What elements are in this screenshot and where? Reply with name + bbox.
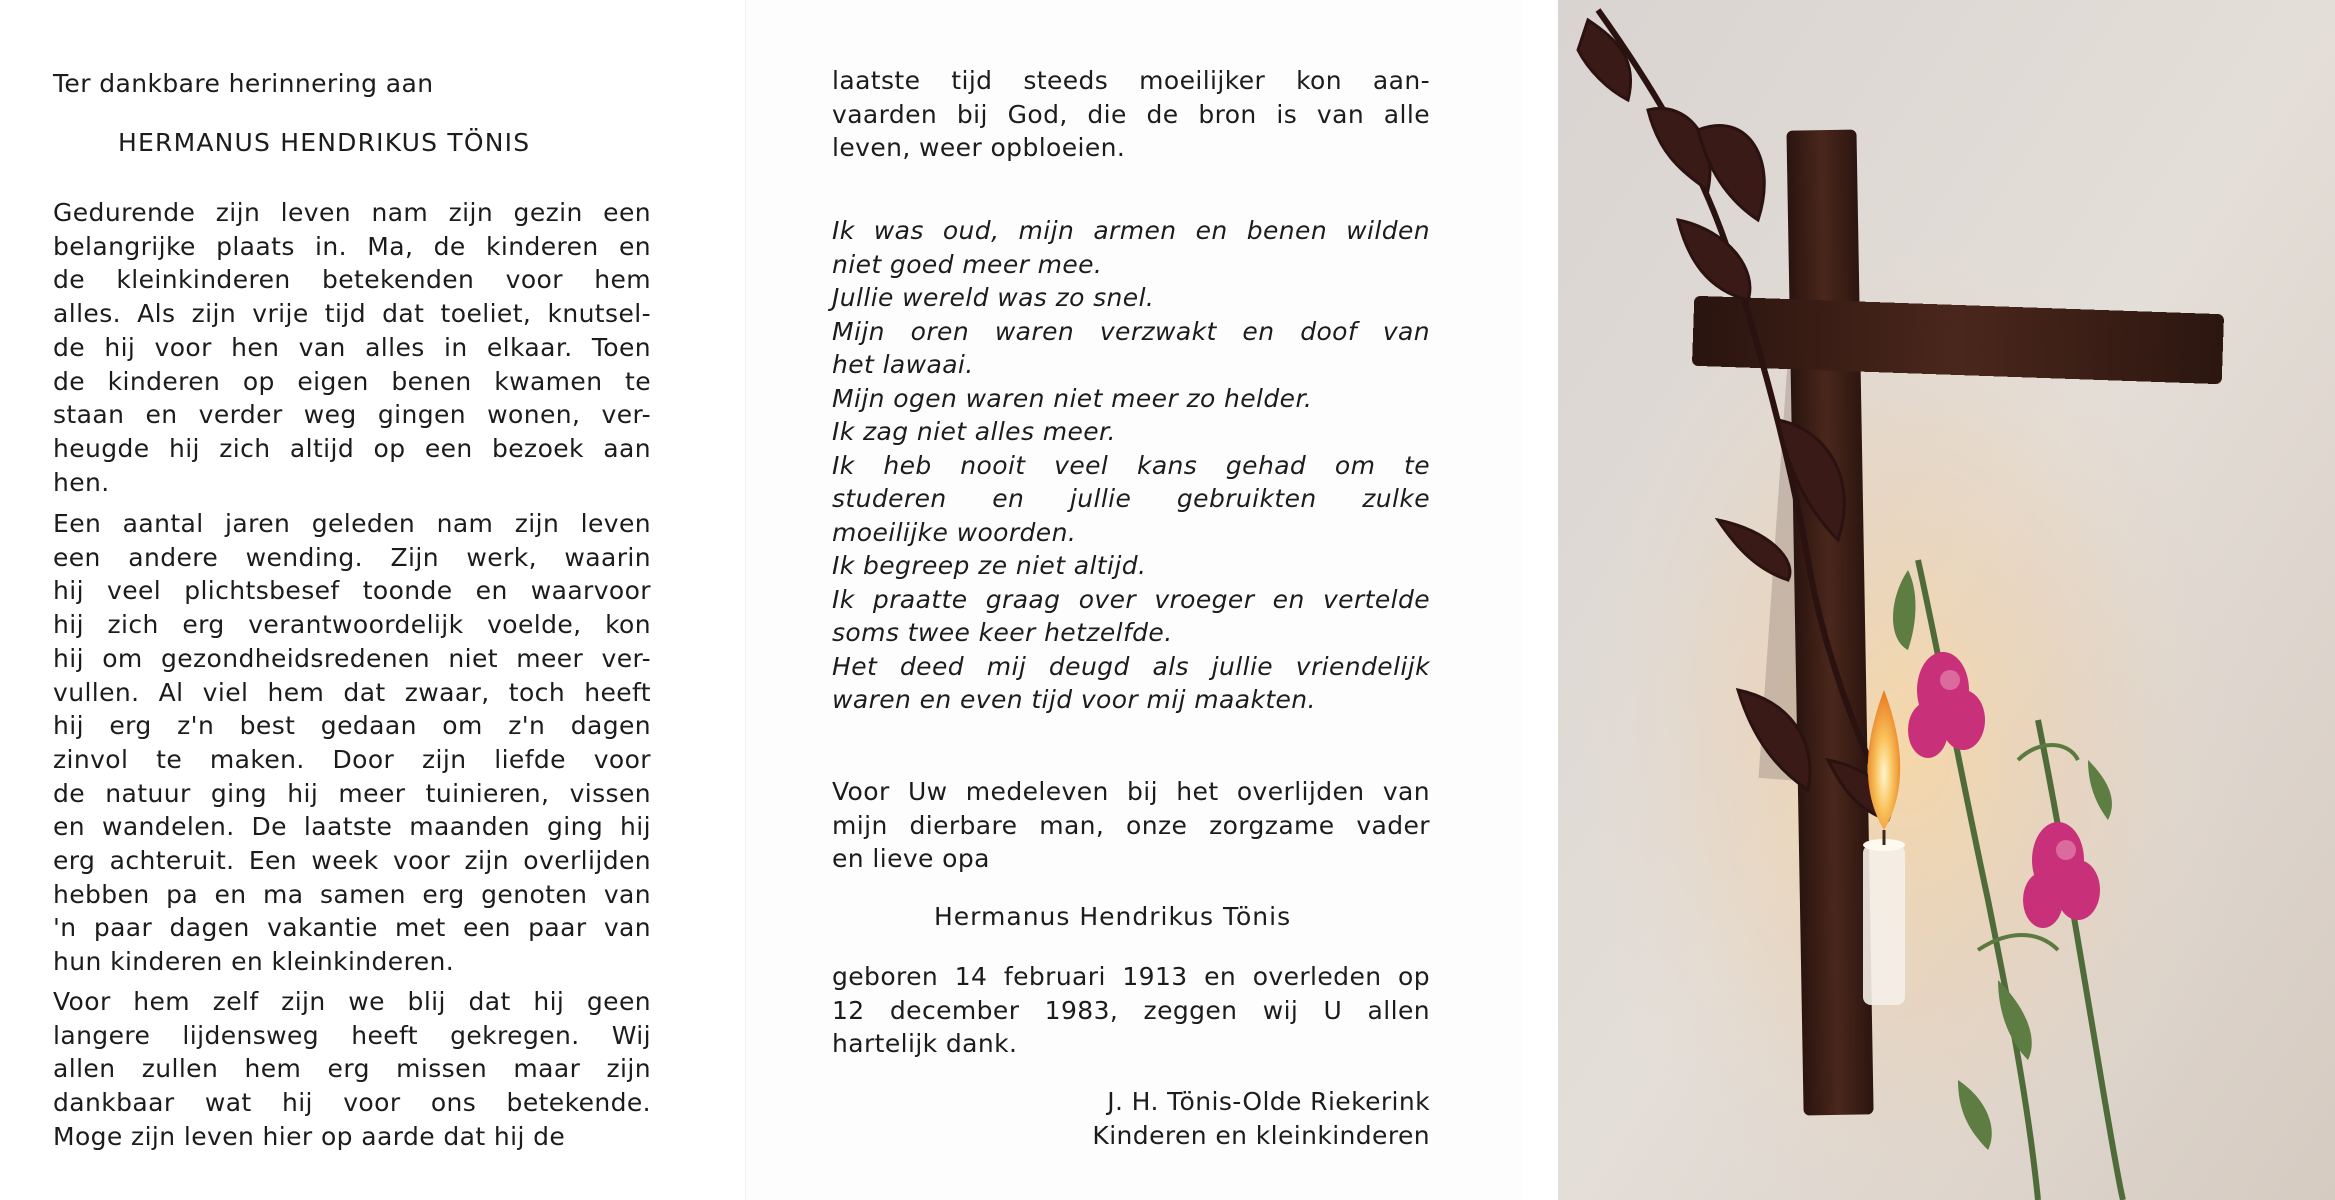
poem-line: Mijn oren waren verzwakt en doof van bbox=[832, 316, 1430, 346]
paragraph-line: Gedurende zijn leven nam zijn gezin een bbox=[53, 198, 651, 227]
paragraph-line: de kinderen op eigen benen kwamen te bbox=[53, 366, 651, 396]
paragraph-line: heugde hij zich altijd op een bezoek aan bbox=[53, 433, 651, 463]
signature-line: J. H. Tönis-Olde Riekerink bbox=[1107, 1087, 1430, 1116]
paragraph-line: 'n paar dagen vakantie met een paar van bbox=[53, 913, 651, 943]
paragraph-line: en wandelen. De laatste maanden ging hij bbox=[53, 812, 651, 842]
dates-line: 12 december 1983, zeggen wij U allen bbox=[832, 995, 1430, 1025]
paragraph-line: de natuur ging hij meer tuinieren, vissen bbox=[53, 778, 651, 808]
paragraph-line: hen. bbox=[53, 467, 110, 497]
continuation-line: laatste tijd steeds moeilijker kon aan- bbox=[832, 66, 1430, 95]
poem-line: Ik heb nooit veel kans gehad om te bbox=[832, 450, 1430, 480]
paragraph-line: een andere wending. Zijn werk, waarin bbox=[53, 542, 651, 572]
paragraph-line: erg achteruit. Een week voor zijn overlijden bbox=[53, 846, 651, 875]
poem-line: soms twee keer hetzelfde. bbox=[832, 618, 1173, 647]
middle-page bbox=[745, 0, 1524, 1200]
paragraph-line: hij erg z'n best gedaan om z'n dagen bbox=[53, 711, 651, 741]
cross-photo bbox=[1523, 0, 2335, 1200]
paragraph-line: hij om gezondheidsredenen niet meer ver- bbox=[53, 643, 651, 673]
poem-line: Mijn ogen waren niet meer zo helder. bbox=[832, 383, 1313, 413]
continuation-line: vaarden bij God, die de bron is van alle bbox=[832, 99, 1430, 129]
paragraph-line: Een aantal jaren geleden nam zijn leven bbox=[53, 509, 651, 538]
paragraph-line: hij veel plichtsbesef toonde en waarvoor bbox=[53, 576, 651, 606]
poem-line: Het deed mij deugd als jullie vriendelijk bbox=[832, 651, 1430, 681]
left-page bbox=[0, 0, 745, 1200]
thanks-line: mijn dierbare man, onze zorgzame vader bbox=[832, 810, 1430, 840]
name-heading: HERMANUS HENDRIKUS TÖNIS bbox=[118, 128, 531, 157]
paragraph-line: dankbaar wat hij voor ons betekende. bbox=[53, 1088, 651, 1118]
paragraph-line: staan en verder weg gingen wonen, ver- bbox=[53, 400, 651, 430]
paragraph-line: allen zullen hem erg missen maar zijn bbox=[53, 1054, 651, 1084]
dates-line: geboren 14 februari 1913 en overleden op bbox=[832, 962, 1430, 991]
dates-line: hartelijk dank. bbox=[832, 1029, 1018, 1059]
paragraph-line: hebben pa en ma samen erg genoten van bbox=[53, 879, 651, 909]
poem-line: niet goed meer mee. bbox=[832, 249, 1103, 279]
continuation-line: leven, weer opbloeien. bbox=[832, 133, 1126, 163]
paragraph-line: de hij voor hen van alles in elkaar. Toen bbox=[53, 332, 651, 362]
thanks-line: Voor Uw medeleven bij het overlijden van bbox=[832, 777, 1430, 806]
poem-line: Ik praatte graag over vroeger en vertelde bbox=[832, 584, 1430, 614]
paragraph-line: de kleinkinderen betekenden voor hem bbox=[53, 265, 651, 295]
memorial-photo bbox=[1558, 0, 2335, 1200]
intro-line: Ter dankbare herinnering aan bbox=[53, 69, 434, 98]
poem-line: waren en even tijd voor mij maakten. bbox=[832, 685, 1316, 714]
poem-line: Ik zag niet alles meer. bbox=[832, 417, 1116, 446]
paragraph-line: belangrijke plaats in. Ma, de kinderen en bbox=[53, 231, 651, 261]
paragraph-line: vullen. Al viel hem dat zwaar, toch heeft bbox=[53, 677, 651, 707]
paragraph-line: Moge zijn leven hier op aarde dat hij de bbox=[53, 1121, 566, 1151]
poem-line: studeren en jullie gebruikten zulke bbox=[832, 484, 1430, 513]
poem-line: Jullie wereld was zo snel. bbox=[832, 283, 1155, 312]
deceased-name: Hermanus Hendrikus Tönis bbox=[934, 902, 1292, 931]
paragraph-line: hun kinderen en kleinkinderen. bbox=[53, 947, 455, 977]
paragraph-line: zinvol te maken. Door zijn liefde voor bbox=[53, 744, 651, 774]
poem-line: Ik begreep ze niet altijd. bbox=[832, 551, 1147, 580]
thanks-line: en lieve opa bbox=[832, 844, 990, 874]
paragraph-line: alles. Als zijn vrije tijd dat toeliet, knutsel- bbox=[53, 299, 651, 329]
poem-line: het lawaai. bbox=[832, 350, 974, 379]
signature-line: Kinderen en kleinkinderen bbox=[1092, 1121, 1430, 1150]
poem-line: Ik was oud, mijn armen en benen wilden bbox=[832, 216, 1430, 245]
poem-line: moeilijke woorden. bbox=[832, 517, 1077, 547]
paragraph-line: hij zich erg verantwoordelijk voelde, kon bbox=[53, 610, 651, 640]
paragraph-line: langere lijdensweg heeft gekregen. Wij bbox=[53, 1020, 651, 1050]
paragraph-line: Voor hem zelf zijn we blij dat hij geen bbox=[53, 987, 651, 1016]
